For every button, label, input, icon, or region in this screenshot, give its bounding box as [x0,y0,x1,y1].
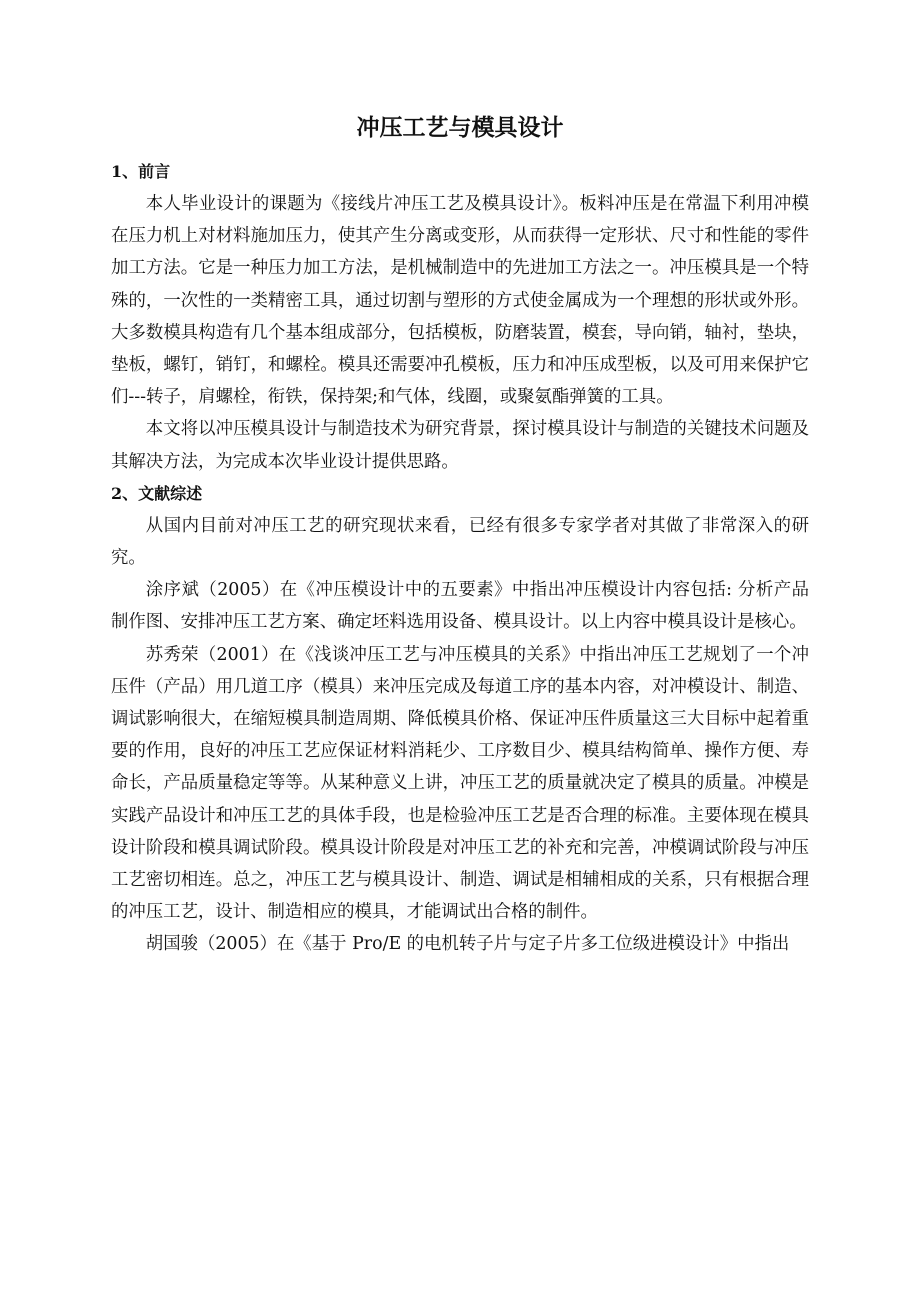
paragraph: 苏秀荣（2001）在《浅谈冲压工艺与冲压模具的关系》中指出冲压工艺规划了一个冲压件（产品）用几道工序（模具）来冲压完成及每道工序的基本内容，对冲模设计、制造、调试影响很大，在缩短模具制造周期、降低模具价格、保证冲压件质量这三大目标中起着重要的作用，良好的冲压工艺应保证材料消耗少、工序数目少、模具结构简单、操作方便、寿命长，产品质量稳定等等。从某种意义上讲，冲压工艺的质量就决定了模具的质量。冲模是实践产品设计和冲压工艺的具体手段，也是检验冲压工艺是否合理的标准。主要体现在模具设计阶段和模具调试阶段。模具设计阶段是对冲压工艺的补充和完善，冲模调试阶段与冲压工艺密切相连。总之，冲压工艺与模具设计、制造、调试是相辅相成的关系，只有根据合理的冲压工艺，设计、制造相应的模具，才能调试出合格的制件。 [111,644,809,923]
section-heading: 1、前言 [111,162,171,181]
section-heading: 2、文献综述 [111,483,203,503]
paragraph: 胡国骏（2005）在《基于 Pro/E 的电机转子片与定子片多工位级进模设计》中指出 [145,934,790,955]
paragraph: 本人毕业设计的课题为《接线片冲压工艺及模具设计》。板料冲压是在常温下利用冲模在压力机上对材料施加压力，使其产生分离或变形，从而获得一定形状、尺寸和性能的零件加工方法。它是一种压力加工方法，是机械制造中的先进加工方法之一。冲压模具是一个特殊的，一次性的一类精密工具，通过切割与塑形的方式使金属成为一个理想的形状或外形。大多数模具构造有几个基本组成部分，包括模板，防磨装置，模套，导向销，轴衬，垫块，垫板，螺钉，销钉，和螺栓。模具还需要冲孔模板，压力和冲压成型板，以及可用来保护它们---转子，肩螺栓，衔铁，保持架;和气体，线圈，或聚氨酯弹簧的工具。 [111,194,809,408]
section-literature-review [111,478,809,961]
document-title: 冲压工艺与模具设计 [356,114,564,141]
paragraph: 从国内目前对冲压工艺的研究现状来看，已经有很多专家学者对其做了非常深入的研究。 [111,515,809,569]
paragraph: 涂序斌（2005）在《冲压模设计中的五要素》中指出冲压模设计内容包括: 分析产品制作图、安排冲压工艺方案、确定坯料选用设备、模具设计。以上内容中模具设计是核心。 [111,580,809,633]
paragraph: 本文将以冲压模具设计与制造技术为研究背景，探讨模具设计与制造的关键技术问题及其解决方法，为完成本次毕业设计提供思路。 [111,419,809,472]
document-body [111,156,809,961]
section-introduction [111,156,809,478]
